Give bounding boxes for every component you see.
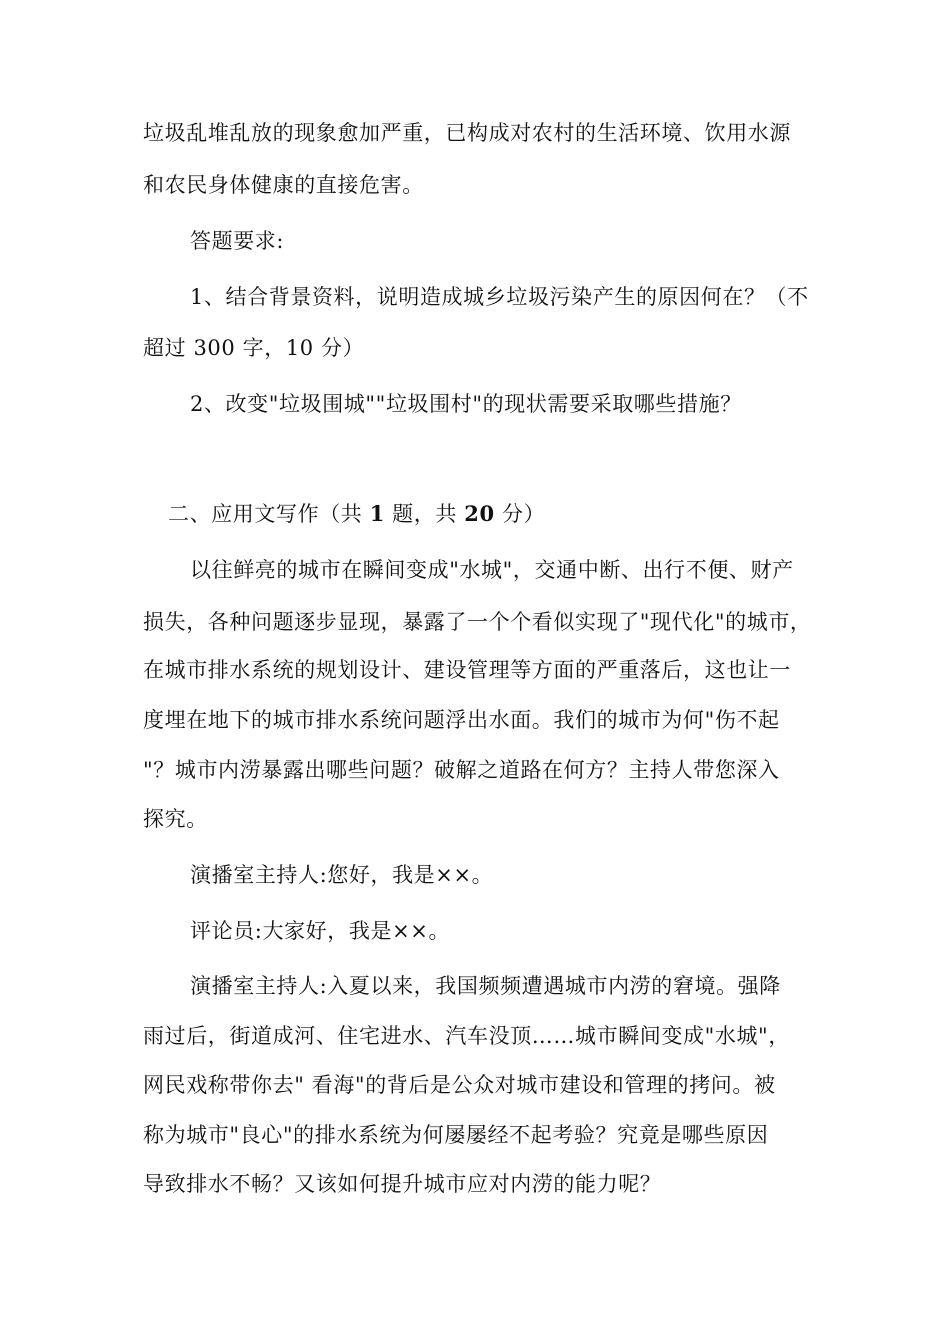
paragraph-line: 垃圾乱堆乱放的现象愈加严重，已构成对农村的生活环境、饮用水源 <box>143 121 791 145</box>
question-1-line: 1、结合背景资料，说明造成城乡垃圾污染产生的原因何在？（不 <box>190 285 809 309</box>
section-heading-score: 20 <box>464 501 495 526</box>
question-2: 2、改变"垃圾围城""垃圾围村"的现状需要采取哪些措施？ <box>190 392 742 416</box>
requirements-title: 答题要求: <box>190 229 285 253</box>
host-greeting: 演播室主持人:您好，我是××。 <box>190 863 494 887</box>
section-heading-middle: 题，共 <box>384 502 465 526</box>
intro-line: 在城市排水系统的规划设计、建设管理等方面的严重落后，这也让一 <box>143 658 791 682</box>
host-speech-line: 网民戏称带你去" 看海"的背后是公众对城市建设和管理的拷问。被 <box>143 1073 776 1097</box>
host-speech-line: 演播室主持人:入夏以来，我国频频遭遇城市内涝的窘境。强降 <box>190 974 781 998</box>
question-1-line: 超过 300 字，10 分） <box>143 336 365 360</box>
intro-line: "？城市内涝暴露出哪些问题？破解之道路在何方？主持人带您深入 <box>143 758 780 782</box>
host-speech-line: 称为城市"良心"的排水系统为何屡屡经不起考验？究竟是哪些原因 <box>143 1123 769 1147</box>
intro-line: 损失，各种问题逐步显现，暴露了一个个看似实现了"现代化"的城市， <box>143 610 812 634</box>
host-speech-line: 雨过后，街道成河、住宅进水、汽车没顶……城市瞬间变成"水城"， <box>143 1024 790 1048</box>
section-heading-prefix: 二、应用文写作（共 <box>168 502 370 526</box>
section-heading <box>168 499 545 529</box>
section-heading-suffix: 分） <box>494 502 546 526</box>
intro-line: 度埋在地下的城市排水系统问题浮出水面。我们的城市为何"伤不起 <box>143 708 780 732</box>
section-heading-count: 1 <box>369 501 385 526</box>
commentator-greeting: 评论员:大家好，我是××。 <box>190 919 451 943</box>
intro-line: 以往鲜亮的城市在瞬间变成"水城"，交通中断、出行不便、财产 <box>190 558 794 582</box>
intro-line: 探究。 <box>143 807 208 831</box>
paragraph-line: 和农民身体健康的直接危害。 <box>143 173 424 197</box>
host-speech-line: 导致排水不畅？又该如何提升城市应对内涝的能力呢？ <box>143 1172 662 1196</box>
